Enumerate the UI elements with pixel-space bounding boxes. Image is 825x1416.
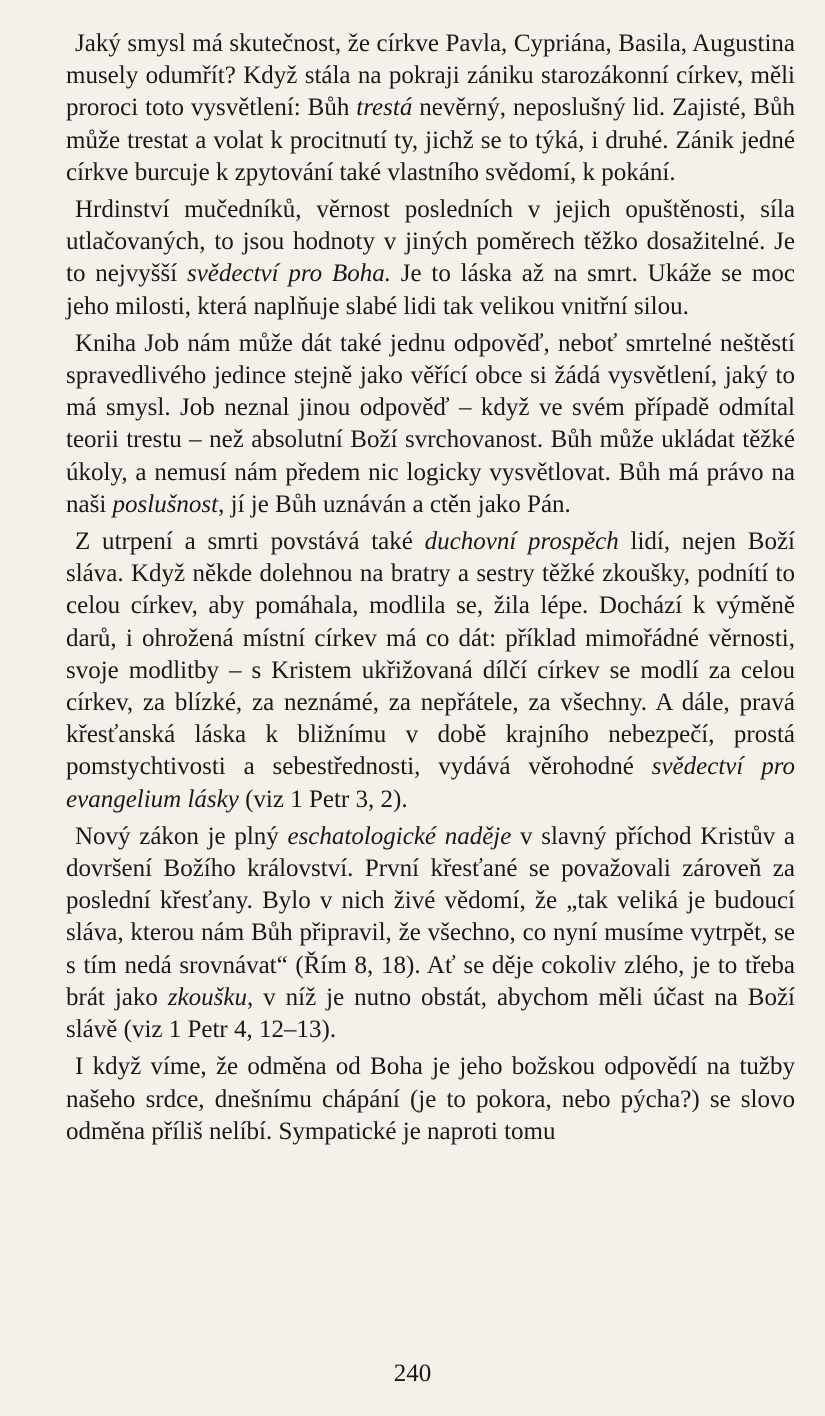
paragraph-6-segment-1: I když víme, že odměna od Boha je jeho božskou odpovědí na tužby našeho srdce, dnešnímu chápání (je to pokora, nebo pýcha?) se slovo odměna příliš nelíbí. Sympatické je naproti tomu bbox=[66, 1053, 795, 1145]
paragraph-5-segment-5: , v níž je nutno obstát, abychom měli účast na Boží slávě (viz 1 Petr 4, 12–13). bbox=[66, 983, 796, 1044]
paragraph-5-segment-2: eschatologické naděje bbox=[287, 822, 512, 850]
paragraph-1-segment-3: nevěrný, neposlušný lid. Zajisté, Bůh může trestat a volat k procitnutí ty, jichž se to týká, i druhé. Zánik jedné církve burcuje k zpytování také vlastního svědomí, k pokání. bbox=[66, 94, 795, 186]
paragraph-4-segment-4: svědectví pro evangelium lásky bbox=[66, 753, 795, 813]
page-number: 240 bbox=[393, 1360, 432, 1387]
paragraph-5-segment-4: zkoušku bbox=[167, 983, 247, 1011]
paragraph-3-segment-1: Kniha Job nám může dát také jednu odpověď, neboť smrtelné neštěstí spravedlivého jedince stejně jako věřící obce si žádá vysvětlení, jaký to má smysl. Job neznal jinou odpověď – když ve svém případě odmítal teorii trestu – než absolutní Boží svrchovanost. Bůh může ukládat těžké úkoly, a nemusí nám předem nic logicky vysvětlovat. Bůh má právo na naši bbox=[66, 329, 795, 518]
paragraph-2-segment-2: svědectví pro Boha. bbox=[186, 260, 391, 288]
paragraph-1-segment-1: Jaký smysl má skutečnost, že církve Pavla, Cypriána, Basila, Augustina musely odumřít? Když stála na pokraji zániku starozákonní církev, měli proroci toto vysvětlení: Bůh bbox=[66, 30, 795, 122]
paragraph-4-segment-2: duchovní prospěch bbox=[424, 528, 619, 556]
paragraph-5-segment-3: v slavný příchod Kristův a dovršení Božího království. První křesťané se považovali zároveň za poslední křesťany. Bylo v nich živé vědomí, že „tak veliká je budoucí sláva, kterou nám Bůh připravil, že všechno, co nyní musíme vytrpět, se s tím nedá srovnávat“ (Řím 8, 18). Ať se děje cokoliv zlého, je to třeba brát jako bbox=[66, 822, 796, 1011]
page-text bbox=[66, 28, 795, 1148]
paragraph-1 bbox=[66, 28, 795, 189]
paragraph-2-segment-1: Hrdinství mučedníků, věrnost posledních v jejich opuštěnosti, síla utlačovaných, to jsou hodnoty v jiných poměrech těžko dosažitelné. Je to nejvyšší bbox=[66, 196, 795, 288]
paragraph-3 bbox=[66, 328, 795, 521]
paragraph-5 bbox=[66, 821, 795, 1046]
paragraph-4-segment-3: lidí, nejen Boží sláva. Když někde dolehnou na bratry a sestry těžké zkoušky, podnítí to celou církev, aby pomáhala, modlila se, žila lépe. Dochází k výměně darů, i ohrožená místní církev má co dát: příklad mimořádné věrnosti, svoje modlitby – s Kristem ukřižovaná dílčí církev se modlí za celou církev, za blízké, za neznámé, za nepřátele, za všechny. A dále, pravá křesťanská láska k bližnímu v době krajního nebezpečí, prostá pomstychtivosti a sebestřednosti, vydává věrohodné bbox=[66, 528, 795, 781]
paragraph-6 bbox=[66, 1051, 795, 1148]
paragraph-4-segment-5: (viz 1 Petr 3, 2). bbox=[238, 785, 408, 813]
paragraph-4-segment-1: Z utrpení a smrti povstává také bbox=[75, 528, 425, 556]
paragraph-3-segment-3: , jí je Bůh uznáván a ctěn jako Pán. bbox=[218, 490, 571, 518]
paragraph-4 bbox=[66, 526, 795, 816]
paragraph-3-segment-2: poslušnost bbox=[112, 490, 219, 518]
paragraph-1-segment-2: trestá bbox=[356, 94, 413, 122]
paragraph-2-segment-3: Je to láska až na smrt. Ukáže se moc jeho milosti, která naplňuje slabé lidi tak velikou vnitřní silou. bbox=[66, 260, 795, 320]
paragraph-2 bbox=[66, 194, 795, 323]
paragraph-5-segment-1: Nový zákon je plný bbox=[75, 822, 288, 850]
